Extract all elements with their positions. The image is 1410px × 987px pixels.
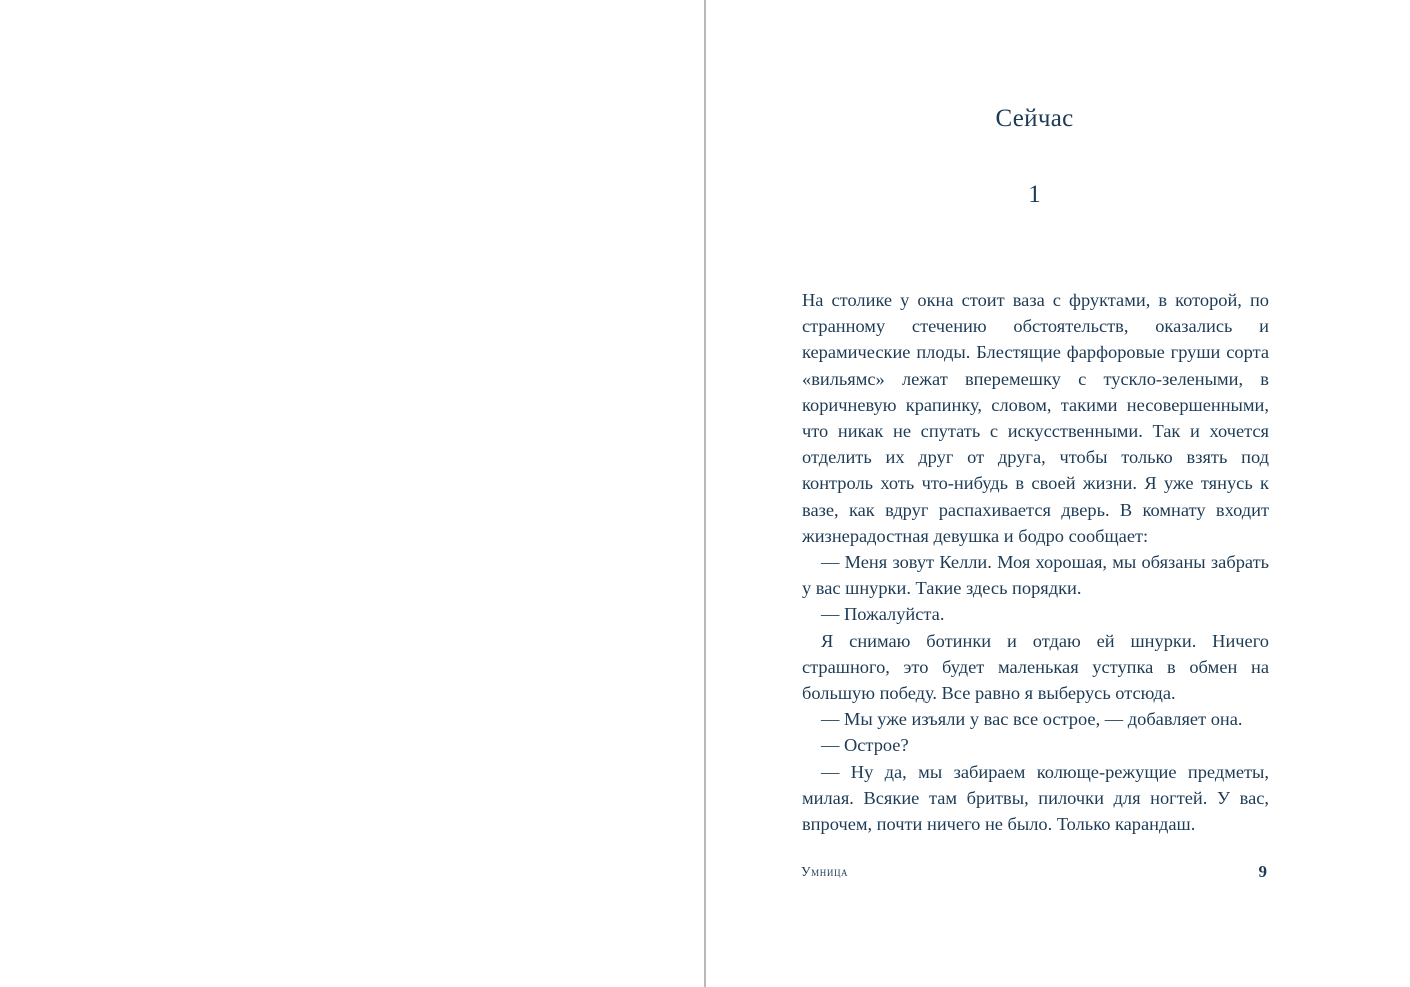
paragraph-dialogue-explain: — Ну да, мы забираем колюще-режущие предметы, милая. Всякие там бритвы, пилочки для ногтей. У вас, впрочем, почти ничего не было. Только карандаш. bbox=[802, 761, 1269, 835]
section-title: Сейчас bbox=[995, 105, 1074, 132]
paragraph-shoelaces: Я снимаю ботинки и отдаю ей шнурки. Ничего страшного, это будет маленькая уступка в обмен на большую победу. Все равно я выберусь отсюда. bbox=[802, 630, 1269, 704]
chapter-number: 1 bbox=[1028, 181, 1041, 208]
running-footer-book-title: Умница bbox=[801, 864, 849, 879]
left-page-blank bbox=[0, 0, 704, 987]
page-number: 9 bbox=[1258, 862, 1267, 881]
paragraph-dialogue-question: — Острое? bbox=[821, 735, 909, 756]
paragraph-opening: На столике у окна стоит ваза с фруктами, в которой, по странному стечению обстоятельств, оказались и керамические плоды. Блестящие фарфоровые груши сорта «вильямс» лежат вперемешку с тускло-зелеными, в коричневую крапинку, словом, такими несовершенными, что никак не спутать с искусственными. Так и хочется отделить их друг от друга, чтобы только взять под контроль хоть что-нибудь в своей жизни. Я уже тянусь к вазе, как вдруг распахивается дверь. В комнату входит жизнерадостная девушка и бодро сообщает: bbox=[802, 290, 1269, 546]
paragraph-dialogue-kelly: — Меня зовут Келли. Моя хорошая, мы обязаны забрать у вас шнурки. Такие здесь порядки. bbox=[802, 552, 1269, 599]
chapter-body-text bbox=[802, 287, 1269, 837]
paragraph-dialogue-reply: — Пожалуйста. bbox=[821, 604, 945, 625]
paragraph-dialogue-sharp: — Мы уже изъяли у вас все острое, — добавляет она. bbox=[821, 709, 1243, 730]
